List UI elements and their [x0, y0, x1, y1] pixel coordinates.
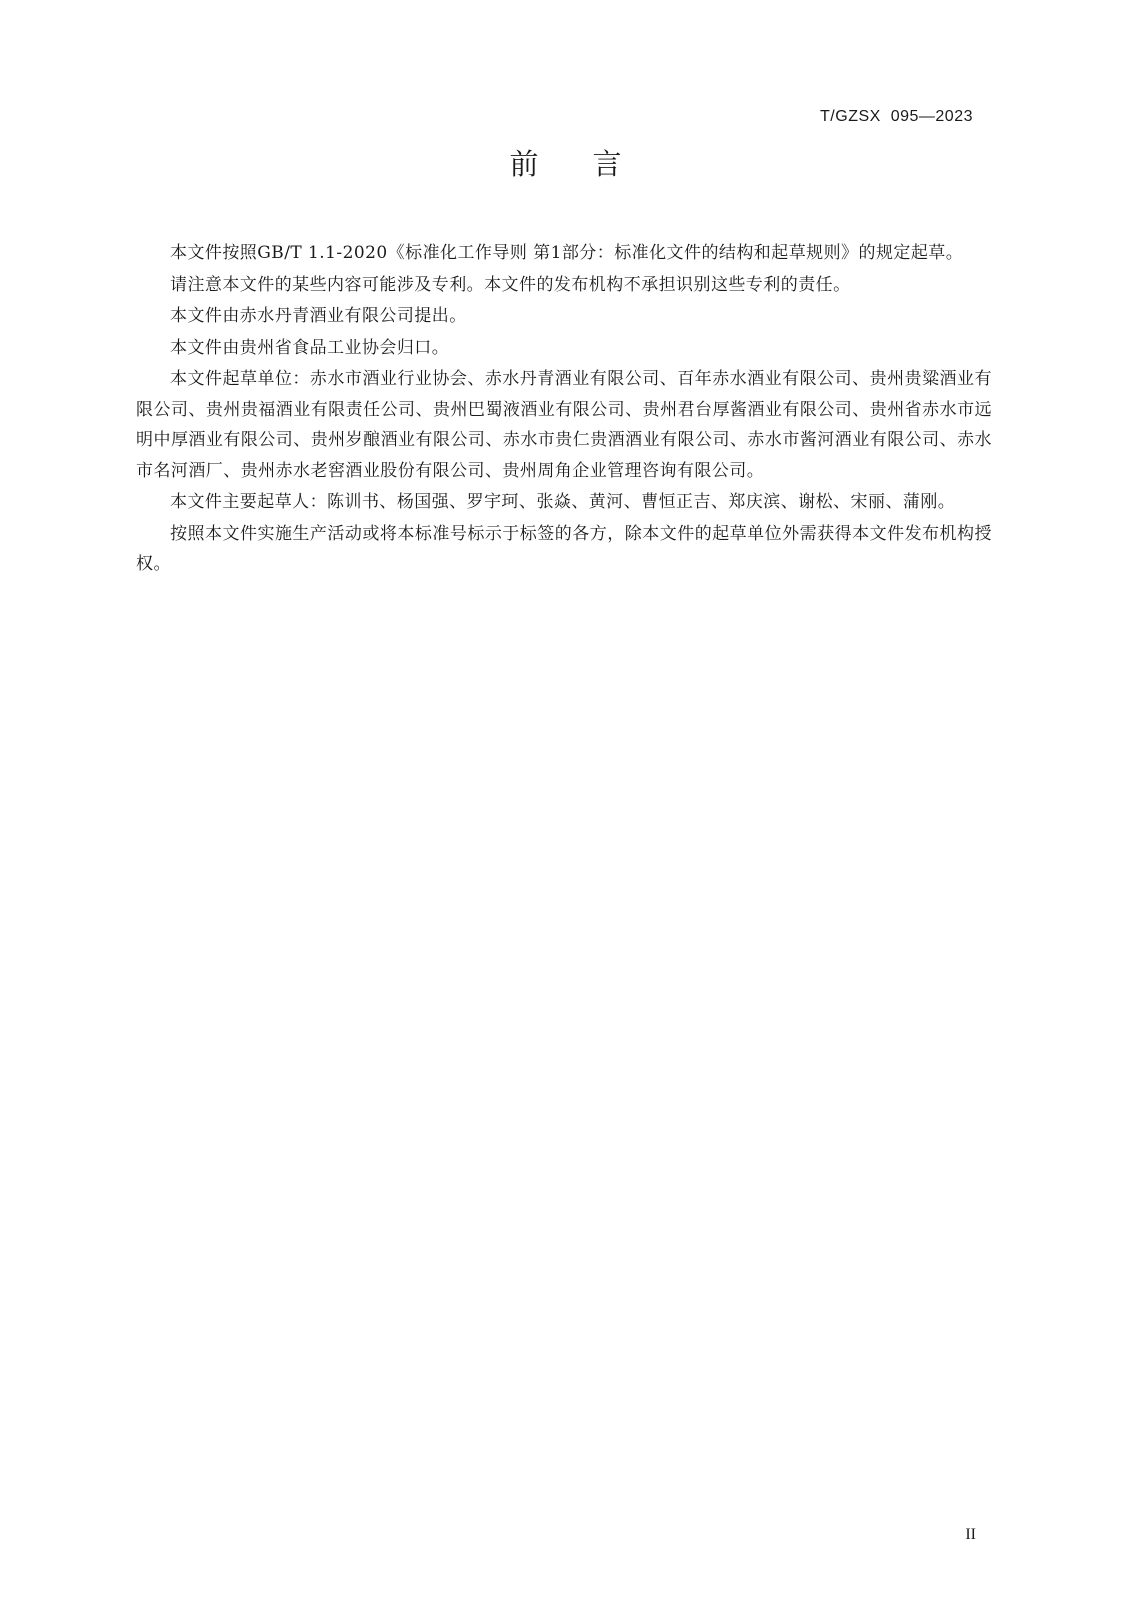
page-number: II: [965, 1526, 976, 1543]
document-code: T/GZSX 095—2023: [820, 108, 973, 125]
paragraph-proposer: 本文件由赤水丹青酒业有限公司提出。: [170, 306, 467, 326]
paragraph-centralized-unit: 本文件由贵州省食品工业协会归口。: [170, 337, 450, 358]
paragraph-drafting-units: 本文件起草单位：赤水市酒业行业协会、赤水丹青酒业有限公司、百年赤水酒业有限公司、贵州贵粱酒业有限公司、贵州贵福酒业有限责任公司、贵州巴蜀液酒业有限公司、贵州君台厚酱酒业有限公司、贵州省赤水市远明中厚酒业有限公司、贵州岁酿酒业有限公司、赤水市贵仁贵酒酒业有限公司、赤水市酱河酒业有限公司、赤水市名河酒厂、贵州赤水老窖酒业股份有限公司、贵州周角企业管理咨询有限公司。: [136, 369, 992, 481]
paragraph-patent-notice: 请注意本文件的某些内容可能涉及专利。本文件的发布机构不承担识别这些专利的责任。: [170, 274, 851, 295]
foreword-body: [136, 238, 992, 581]
paragraph-drafting-rules: 本文件按照GB/T 1.1-2020《标准化工作导则 第1部分：标准化文件的结构和起草规则》的规定起草。: [170, 243, 964, 263]
page-title: 前言: [509, 147, 676, 181]
paragraph-drafters: 本文件主要起草人：陈训书、杨国强、罗宇珂、张焱、黄河、曹恒正吉、郑庆滨、谢松、宋丽、蒲刚。: [170, 492, 956, 512]
paragraph-authorization: 按照本文件实施生产活动或将本标准号标示于标签的各方，除本文件的起草单位外需获得本文件发布机构授权。: [136, 523, 992, 574]
